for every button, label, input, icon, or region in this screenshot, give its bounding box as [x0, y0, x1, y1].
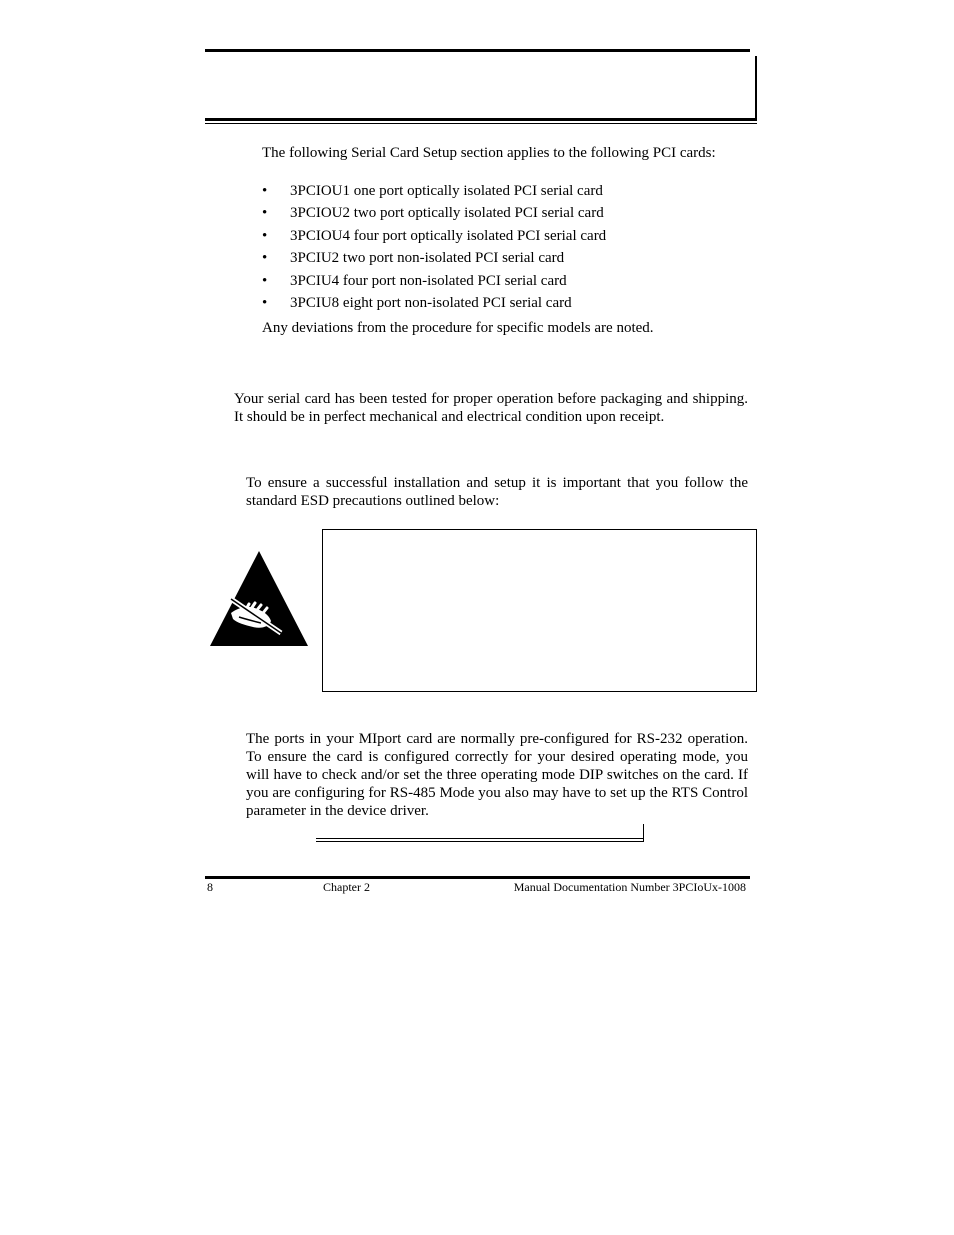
- footer-rule: [205, 876, 750, 879]
- list-item: • 3PCIOU4 four port optically isolated PCI serial card: [262, 225, 682, 247]
- esd-paragraph: To ensure a successful installation and setup it is important that you follow the standard ESD precautions outlined below:: [246, 475, 748, 509]
- intro-paragraph: The following Serial Card Setup section applies to the following PCI cards:: [262, 145, 716, 161]
- list-item: • 3PCIU4 four port non-isolated PCI serial card: [262, 270, 682, 292]
- list-item: • 3PCIOU2 two port optically isolated PCI serial card: [262, 202, 682, 224]
- footer-doc-number: Manual Documentation Number 3PCIoUx-1008: [513, 880, 746, 894]
- list-item: • 3PCIU8 eight port non-isolated PCI serial card: [262, 292, 682, 314]
- header-right-rule: [755, 56, 757, 120]
- bullet-icon: •: [262, 183, 268, 199]
- inspection-paragraph: Your serial card has been tested for proper operation before packaging and shipping. It should be in perfect mechanical and electrical condition upon receipt.: [234, 391, 748, 425]
- list-item: • 3PCIU2 two port non-isolated PCI serial card: [262, 247, 682, 269]
- bullet-icon: •: [262, 294, 268, 311]
- header-bottom-rule-thick: [205, 118, 757, 121]
- bullet-icon: •: [262, 205, 268, 222]
- esd-precautions-box: [322, 529, 757, 692]
- table-bottom-rule-1: [316, 838, 644, 839]
- bullet-icon: •: [262, 227, 268, 244]
- header-top-rule: [205, 49, 750, 52]
- deviations-note: Any deviations from the procedure for specific models are noted.: [262, 320, 654, 336]
- footer-chapter: Chapter 2: [323, 880, 370, 894]
- config-paragraph: The ports in your MIport card are normally pre-configured for RS-232 operation. To ensure the card is configured correctly for your desired operating mode, you will have to check and/or set the three operating mode DIP switches on the card. If you are configuring for RS-485 Mode you also may have to set up the RTS Control parameter in the device driver.: [246, 731, 748, 819]
- footer-page-number: 8: [207, 880, 213, 894]
- esd-warning-icon: [209, 549, 309, 647]
- table-bottom-rule-2: [316, 841, 644, 842]
- header-bottom-rule-thin: [205, 123, 757, 124]
- bullet-icon: •: [262, 272, 268, 289]
- list-item: • 3PCIOU1 one port optically isolated PCI serial card: [262, 180, 682, 202]
- card-list: [262, 180, 682, 314]
- bullet-icon: •: [262, 250, 268, 267]
